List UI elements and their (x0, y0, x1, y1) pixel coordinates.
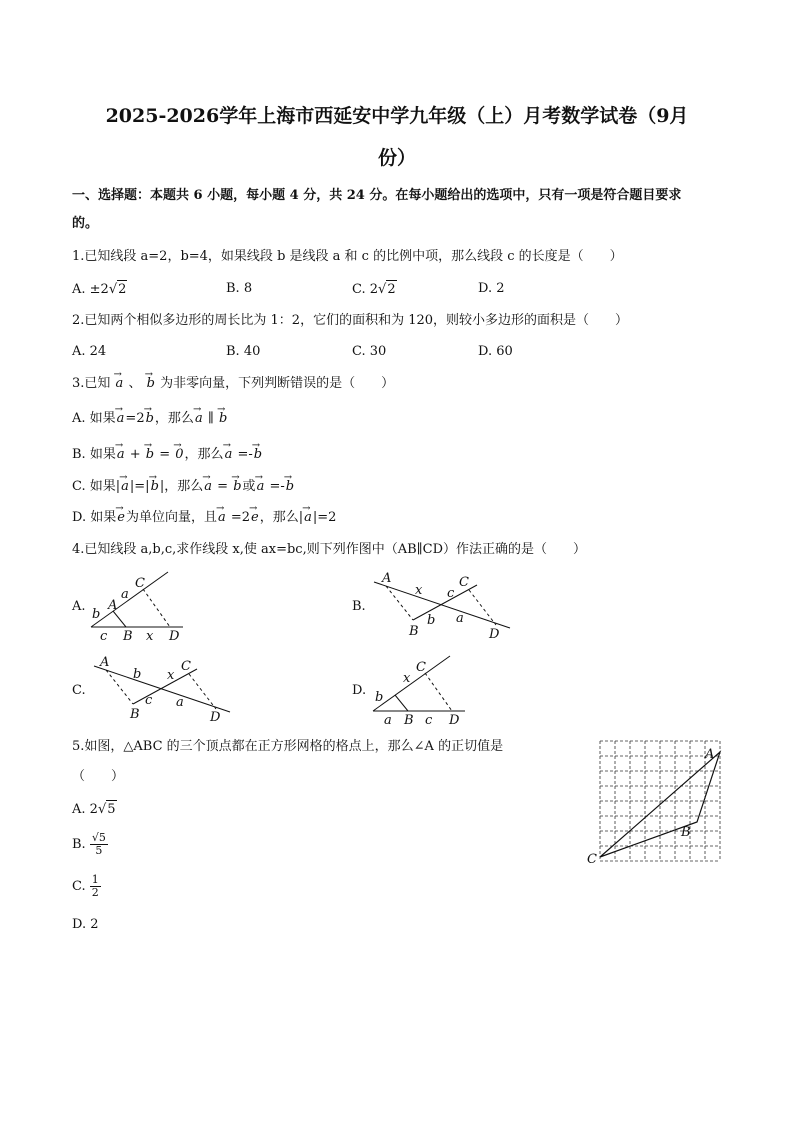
q1-option-c-radicand: 2 (387, 282, 396, 297)
vector-b: → b (145, 446, 155, 464)
q5-option-d[interactable]: D. 2 (72, 917, 99, 932)
q1-option-a[interactable]: A. ±2√2 (72, 282, 127, 297)
label-b: b (375, 690, 384, 705)
label-D: D (449, 713, 460, 727)
label-a: a (456, 611, 464, 626)
label-A: A (100, 655, 110, 670)
q1-option-a-radicand: 2 (118, 282, 127, 297)
numerator: √5 (91, 831, 106, 844)
q4-option-b[interactable]: B. (352, 599, 366, 614)
label-c: c (145, 693, 153, 708)
q3-option-c[interactable] (72, 478, 295, 496)
label-B: B (404, 713, 414, 727)
label-A: A (705, 747, 715, 762)
q2-option-a[interactable]: A. 24 (72, 344, 107, 359)
q3-text: = (213, 479, 233, 494)
q5-option-c[interactable] (72, 874, 101, 899)
q4-figure-c (88, 654, 238, 729)
label-x: x (403, 671, 411, 686)
q4-figure-a (86, 568, 196, 643)
label-a: a (121, 587, 129, 602)
q3-text: = (155, 447, 175, 462)
vector-b: → b (253, 446, 263, 464)
q3-stem (72, 375, 394, 393)
q3-text: ∥ (203, 411, 218, 426)
label-b: b (427, 613, 436, 628)
label-x: x (415, 583, 423, 598)
vector-b: → b (146, 375, 156, 393)
q4-option-a[interactable]: A. (72, 599, 86, 614)
q3-text: ，那么 (154, 411, 194, 426)
q3-text: + (125, 447, 145, 462)
label-C: C (587, 852, 597, 867)
vector-a: → a (115, 375, 125, 393)
q5-option-b-prefix: B. (72, 837, 86, 852)
q4-option-c[interactable]: C. (72, 683, 86, 698)
vector-b: → b (218, 410, 228, 428)
label-c: c (447, 586, 455, 601)
q3-text: A. 如果 (72, 411, 116, 426)
vector-a: → a (217, 509, 227, 527)
q3-stem-text: 、 (128, 376, 142, 391)
q3-text: =- (265, 479, 285, 494)
q5-stem: 5.如图，△ABC 的三个顶点都在正方形网格的格点上，那么∠A 的正切值是 (72, 739, 504, 754)
label-b: b (133, 667, 142, 682)
q1-option-c[interactable]: C. 2√2 (352, 282, 396, 297)
q5-option-a-radicand: 5 (107, 802, 116, 817)
q3-stem-text: 3.已知 (72, 376, 111, 391)
q3-text: |=| (129, 479, 150, 494)
vector-a: → a (224, 446, 234, 464)
q3-option-d[interactable] (72, 509, 336, 527)
vector-b: → b (232, 478, 242, 496)
q1-option-b[interactable]: B. 8 (226, 281, 253, 296)
section-heading: 一、选择题：本题共 6 小题，每小题 4 分，共 24 分。在每小题给出的选项中，只有一项是符合题目要求 (72, 188, 682, 203)
label-a: a (384, 713, 392, 727)
q4-stem: 4.已知线段 a,b,c,求作线段 x,使 ax=bc,则下列作图中（AB∥CD）作法正确的是（ ） (72, 542, 587, 557)
vector-a: → a (120, 478, 130, 496)
label-A: A (108, 598, 118, 613)
q3-text: 或 (242, 479, 256, 494)
q5-option-a[interactable]: A. 2√5 (72, 802, 116, 817)
q1-stem: 1.已知线段 a=2，b=4，如果线段 b 是线段 a 和 c 的比例中项，那么线段 c 的长度是（ ） (72, 249, 623, 264)
q1-option-c-prefix: C. 2 (352, 282, 379, 297)
label-x: x (167, 668, 175, 683)
q3-option-a[interactable] (72, 410, 228, 428)
exam-title-line2: 份） (377, 147, 416, 169)
vector-b: → b (285, 478, 295, 496)
vector-e: → e (250, 509, 260, 527)
q3-option-b[interactable] (72, 446, 263, 464)
label-B: B (681, 825, 691, 840)
q5-option-a-prefix: A. 2 (72, 802, 98, 817)
q2-option-d[interactable]: D. 60 (478, 344, 513, 359)
vector-b: → b (150, 478, 160, 496)
q3-text: =- (233, 447, 253, 462)
q4-figure-d (368, 652, 478, 727)
vector-e: → e (116, 509, 126, 527)
section-heading-cont: 的。 (72, 216, 99, 231)
q5-grid-figure (585, 736, 725, 868)
fraction (90, 874, 101, 899)
label-A: A (382, 571, 392, 586)
fraction (90, 832, 108, 857)
label-c: c (425, 713, 433, 727)
vector-a: → a (203, 478, 213, 496)
q2-option-c[interactable]: C. 30 (352, 344, 387, 359)
label-C: C (135, 576, 145, 591)
q3-stem-text: 为非零向量，下列判断错误的是（ ） (160, 376, 395, 391)
q5-option-b[interactable] (72, 832, 108, 857)
numerator: 1 (91, 873, 99, 886)
q3-text: D. 如果 (72, 510, 117, 525)
label-B: B (123, 629, 133, 643)
label-B: B (130, 707, 140, 722)
q2-option-b[interactable]: B. 40 (226, 344, 261, 359)
label-C: C (459, 575, 469, 590)
label-D: D (210, 710, 221, 725)
label-a: a (176, 695, 184, 710)
q3-text: |=2 (312, 510, 337, 525)
denominator: 5 (95, 844, 103, 857)
label-c: c (100, 629, 108, 643)
vector-a: → a (194, 410, 204, 428)
q3-text: ，那么 (184, 447, 224, 462)
label-b: b (92, 607, 101, 622)
q3-text: C. 如果| (72, 479, 121, 494)
q3-text: ，那么| (259, 510, 304, 525)
q5-stem-cont: （ ） (72, 769, 125, 784)
q3-text: |，那么 (159, 479, 204, 494)
q4-figure-b (368, 570, 518, 645)
vector-a: → a (256, 478, 266, 496)
q5-option-c-prefix: C. (72, 879, 86, 894)
label-D: D (489, 627, 500, 642)
label-B: B (409, 624, 419, 639)
vector-b: → b (145, 410, 155, 428)
vector-a: → a (116, 446, 126, 464)
q4-option-d[interactable]: D. (352, 683, 367, 698)
q2-stem: 2.已知两个相似多边形的周长比为 1：2，它们的面积和为 120，则较小多边形的面积是（ ） (72, 313, 629, 328)
q3-text: B. 如果 (72, 447, 116, 462)
denominator: 2 (91, 886, 99, 899)
label-C: C (181, 659, 191, 674)
q1-option-d[interactable]: D. 2 (478, 281, 505, 296)
vector-a: → a (303, 509, 313, 527)
zero-vector: → 0 (174, 446, 184, 464)
label-D: D (169, 629, 180, 643)
vector-a: → a (116, 410, 126, 428)
exam-title-line1: 2025-2026学年上海市西延安中学九年级（上）月考数学试卷（9月 (105, 105, 689, 127)
label-x: x (146, 629, 154, 643)
q3-text: =2 (226, 510, 251, 525)
q3-text: =2 (125, 411, 145, 426)
q3-text: 为单位向量，且 (125, 510, 217, 525)
q1-option-a-prefix: A. ±2 (72, 282, 109, 297)
label-C: C (416, 660, 426, 675)
